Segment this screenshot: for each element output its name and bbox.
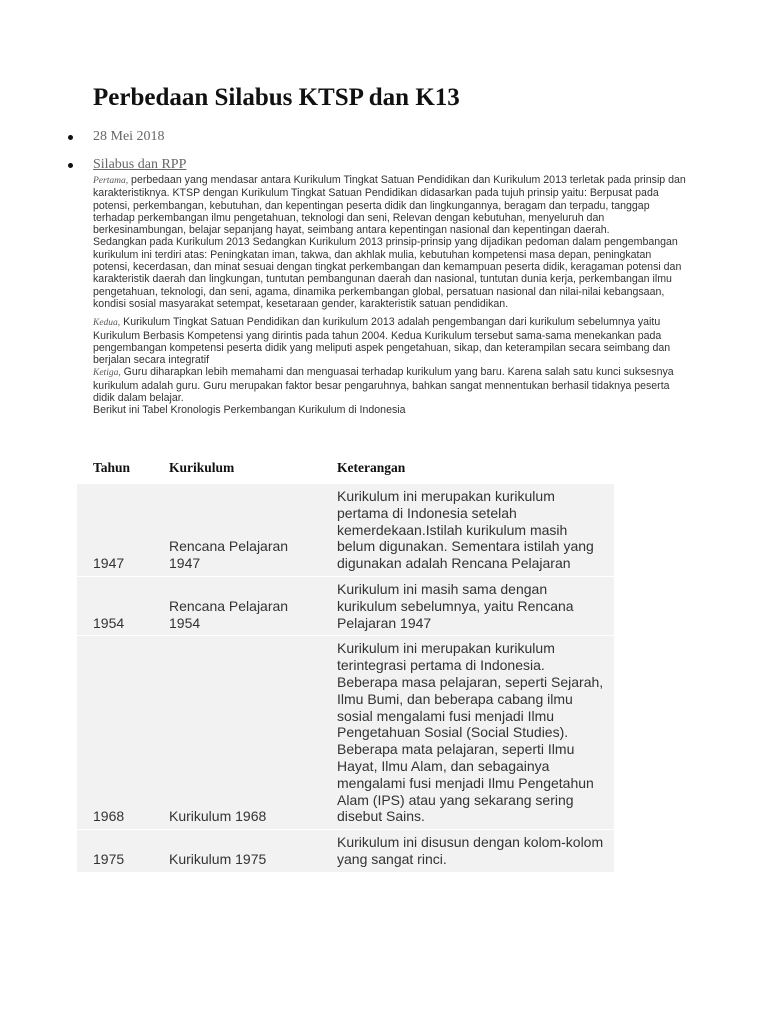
page-title: Perbedaan Silabus KTSP dan K13 — [93, 84, 460, 111]
cell-tahun: 1947 — [77, 484, 153, 576]
post-date: 28 Mei 2018 — [93, 129, 165, 144]
header-kurikulum: Kurikulum — [169, 460, 235, 475]
header-keterangan: Keterangan — [337, 460, 406, 475]
paragraph-text: perbedaan yang mendasar antara Kurikulum Tingkat Satuan Pendidikan dan Kurikulum 2013 terletak pada prinsip dan karakteristiknya. KTSP dengan Kurikulum Tingkat Satuan Pendidikan didasarkan pada tujuh prinsip yaitu: Berpusat pada potensi, perkembangan, kebutuhan, dan kepentingan peserta didik dan lingkungannya, beragam dan terpadu, tanggap terhadap perkembangan ilmu pengetahuan, teknologi dan seni, Relevan dengan kebutuhan, menyeluruh dan berkesinambungan, belajar sepanjang hayat, seimbang antara kepentingan nasional dan kepentingan daerah. — [93, 174, 686, 237]
header-tahun: Tahun — [93, 460, 131, 475]
cell-tahun: 1968 — [77, 636, 153, 829]
cell-keterangan: Kurikulum ini disusun dengan kolom-kolom yang sangat rinci. — [321, 830, 614, 872]
table-row — [77, 484, 614, 576]
paragraph-lead: Kedua, — [93, 318, 121, 329]
paragraph-text: Guru diharapkan lebih memahami dan menguasai terhadap kurikulum yang baru. Karena salah satu kunci suksesnya kurikulum adalah guru. Guru merupakan faktor besar pengaruhnya, bahkan sangat mennentukan berhasil tidaknya peserta didik dalam belajar. — [93, 366, 674, 405]
paragraph-pertama — [93, 174, 691, 236]
list-bullet — [68, 163, 73, 168]
cell-kurikulum: Kurikulum 1975 — [153, 830, 321, 872]
table-row — [77, 636, 614, 829]
cell-keterangan: Kurikulum ini masih sama dengan kurikulum sebelumnya, yaitu Rencana Pelajaran 1947 — [321, 577, 614, 635]
table-row — [77, 830, 614, 872]
cell-tahun: 1975 — [77, 830, 153, 872]
cell-kurikulum: Kurikulum 1968 — [153, 636, 321, 829]
cell-kurikulum: Rencana Pelajaran 1954 — [153, 577, 321, 635]
paragraph-lead: Pertama, — [93, 176, 129, 186]
category-link[interactable]: Silabus dan RPP — [93, 157, 187, 172]
paragraph-sedangkan: Sedangkan pada Kurikulum 2013 Sedangkan Kurikulum 2013 prinsip-prinsip yang dijadikan pedoman dalam pengembangan kurikulum ini terdiri atas: Peningkatan iman, takwa, dan akhlak mulia, kebutuhan kompetensi masa depan, peningkatan potensi, kecerdasan, dan minat sesuai dengan tingkat perkembangan dan kemampuan peserta didik, keragaman potensi dan karakteristik daerah dan lingkungan, tuntutan pembangunan daerah dan nasional, tuntutan dunia kerja, perkembangan ilmu pengetahuan, teknologi, dan seni, agama, dinamika perkembangan global, persatuan nasional dan nilai-nilai kebangsaan, kondisi sosial masyarakat setempat, kesetaraan gender, karakteristik satuan pendidikan. — [93, 236, 682, 310]
cell-tahun: 1954 — [77, 577, 153, 635]
list-bullet — [68, 135, 73, 140]
paragraph-text: Kurikulum Tingkat Satuan Pendidikan dan kurikulum 2013 adalah pengembangan dari kurikulum sebelumnya yaitu Kurikulum Berbasis Kompetensi yang dirintis pada tahun 2004. Kedua Kurikulum tersebut sama-sama menekankan pada pengembangan kompetensi peserta didik yang meliputi aspek pengetahuan, sikap, dan keterampilan secara seimbang dan berjalan secara integratif — [93, 316, 671, 367]
paragraph-ketiga — [93, 366, 691, 404]
cell-keterangan: Kurikulum ini merupakan kurikulum pertama di Indonesia setelah kemerdekaan.Istilah kurikulum masih belum digunakan. Sementara istilah yang digunakan adalah Rencana Pelajaran — [321, 484, 614, 576]
curriculum-table — [77, 452, 614, 872]
paragraph-lead: Ketiga, — [93, 368, 121, 379]
table-intro: Berikut ini Tabel Kronologis Perkembangan Kurikulum di Indonesia — [93, 404, 406, 417]
paragraph-kedua — [93, 316, 691, 366]
table-row — [77, 577, 614, 635]
cell-keterangan: Kurikulum ini merupakan kurikulum terintegrasi pertama di Indonesia. Beberapa masa pelajaran, seperti Sejarah, Ilmu Bumi, dan beberapa cabang ilmu sosial mengalami fusi menjadi Ilmu Pengetahuan Sosial (Social Studies). Beberapa mata pelajaran, seperti Ilmu Hayat, Ilmu Alam, dan sebagainya mengalami fusi menjadi Ilmu Pengetahun Alam (IPS) atau yang sekarang sering disebut Sains. — [321, 636, 614, 829]
table-header-row — [77, 452, 614, 484]
cell-kurikulum: Rencana Pelajaran 1947 — [153, 484, 321, 576]
article-body — [93, 174, 691, 417]
